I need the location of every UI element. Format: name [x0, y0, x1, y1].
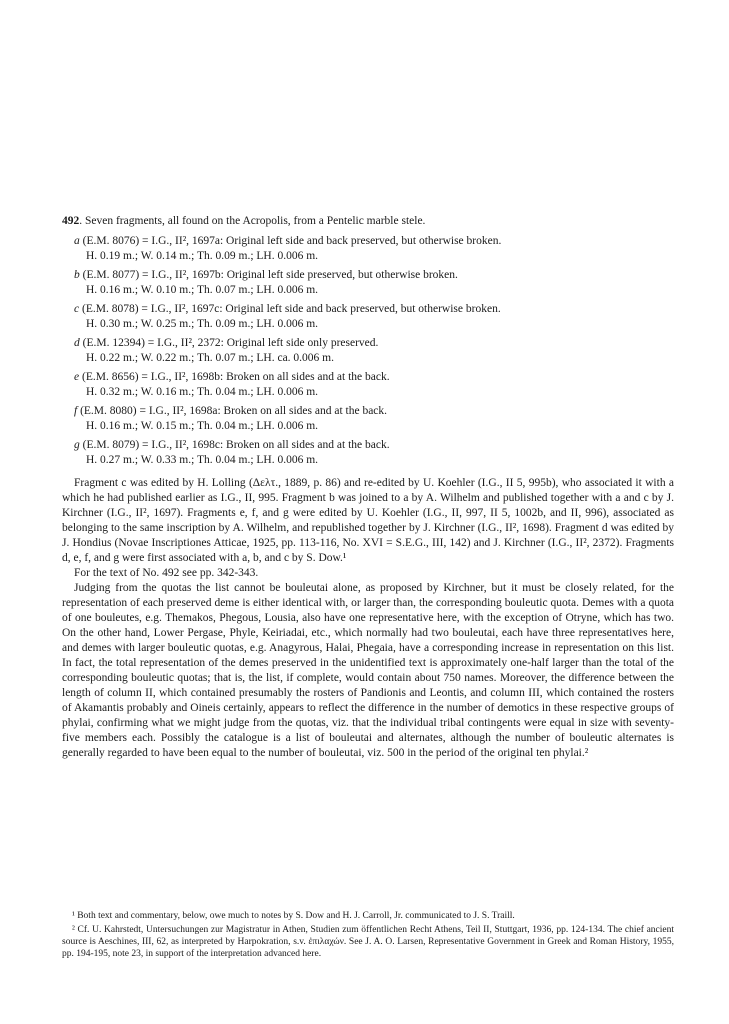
body-paragraph: Judging from the quotas the list cannot be bouleutai alone, as proposed by Kirchner, but it must be closely related, for the representation of each preserved deme is either identical with, or larger than, the corresponding bouleutic quota. Demes with a quota of one bouleutes, e.g. Themakos, Phegous, Lousia, also have one representative here, with the exception of Otryne, which has two. On the other hand, Lower Pergase, Phyle, Keiriadai, etc., which normally had two bouleutai, each have three representatives here, and demes with larger bouleutic quotas, e.g. Anagyrous, Halai, Phegaia, have a corresponding increase in representation on this list. In fact, the total representation of the demes preserved in the unidentified text is approximately one-half larger than the total of the corresponding bouleutic quotas; that is, the list, if complete, would contain about 750 names. Moreover, the difference between the length of column II, which contained presumably the rosters of Pandionis and Leontis, and column III, which contained the rosters of Akamantis probably and Oineis certainly, appears to reflect the difference in the number of demotics in these respective groups of phylai, confirming what we might judge from the quotas, viz. that the individual tribal contingents were equal in size with seventy-five members each. Possibly the catalogue is a list of bouleutai and alternates, although the number of bouleutic alternates is generally regarded to have been equal to the number of bouleutai, viz. 500 in the period of the original ten phylai.² — [62, 582, 674, 759]
fragment-dimensions: H. 0.32 m.; W. 0.16 m.; Th. 0.04 m.; LH. 0.006 m. — [86, 386, 319, 398]
fragment-dimensions: H. 0.27 m.; W. 0.33 m.; Th. 0.04 m.; LH. 0.006 m. — [86, 454, 319, 466]
fragment-entry — [62, 438, 674, 468]
fragment-description: (E.M. 12394) = I.G., II², 2372: Original left side only preserved. — [79, 337, 379, 349]
fragment-dimensions: H. 0.16 m.; W. 0.10 m.; Th. 0.07 m.; LH. 0.006 m. — [86, 284, 319, 296]
fragment-entry — [62, 370, 674, 400]
fragment-entry — [62, 234, 674, 264]
body-paragraph: Fragment c was edited by H. Lolling (Δελτ., 1889, p. 86) and re-edited by U. Koehler (I.G., II 5, 995b), who associated it with a which he had published earlier as I.G., II, 995. Fragment b was joined to a by A. Wilhelm and published together with a and c by J. Kirchner (I.G., II², 1697). Fragments e, f, and g were edited by U. Koehler (I.G., II, 997, II 5, 1002b, and II, 996), associated as belonging to the same inscription by A. Wilhelm, and republished together by J. Kirchner (I.G., II², 1698). Fragment d was edited by J. Hondius (Novae Inscriptiones Atticae, 1925, pp. 113-116, No. XVI = S.E.G., III, 142) and J. Kirchner (I.G., II², 2372). Fragments d, e, f, and g were first associated with a, b, and c by S. Dow.¹ — [62, 477, 674, 564]
fragment-dimensions: H. 0.22 m.; W. 0.22 m.; Th. 0.07 m.; LH. ca. 0.006 m. — [86, 352, 334, 364]
fragment-entry — [62, 302, 674, 332]
fragment-entry — [62, 404, 674, 434]
entry-heading — [62, 214, 674, 229]
fragment-description: (E.M. 8078) = I.G., II², 1697c: Original left side and back preserved, but otherwise broken. — [79, 303, 501, 315]
entry-number: 492 — [62, 215, 80, 227]
footnote: ² Cf. U. Kahrstedt, Untersuchungen zur Magistratur in Athen, Studien zum öffentlichen Recht Athens, Teil II, Stuttgart, 1936, pp. 124-134. The chief ancient source is Aeschines, III, 62, as interpreted by Harpokration, s.v. ἐπιλαχών. See J. A. O. Larsen, Representative Government in Greek and Roman History, 1955, pp. 194-195, note 23, in support of the interpretation advanced here. — [62, 925, 674, 959]
page-body — [62, 214, 674, 761]
fragment-letter: c — [74, 303, 80, 315]
footnote: ¹ Both text and commentary, below, owe much to notes by S. Dow and H. J. Carroll, Jr. communicated to J. S. Traill. — [72, 911, 515, 921]
fragment-description: (E.M. 8079) = I.G., II², 1698c: Broken on all sides and at the back. — [79, 439, 390, 451]
fragment-letter: b — [74, 269, 80, 281]
footnotes — [62, 910, 674, 962]
entry-heading-text: . Seven fragments, all found on the Acropolis, from a Pentelic marble stele. — [79, 215, 426, 227]
fragment-dimensions: H. 0.16 m.; W. 0.15 m.; Th. 0.04 m.; LH. 0.006 m. — [86, 420, 319, 432]
fragment-letter: g — [74, 439, 80, 451]
fragment-description: (E.M. 8076) = I.G., II², 1697a: Original left side and back preserved, but otherwise broken. — [79, 235, 502, 247]
fragment-description: (E.M. 8077) = I.G., II², 1697b: Original left side preserved, but otherwise broken. — [79, 269, 458, 281]
fragment-entry — [62, 336, 674, 366]
fragment-dimensions: H. 0.30 m.; W. 0.25 m.; Th. 0.09 m.; LH. 0.006 m. — [86, 318, 319, 330]
body-paragraph: For the text of No. 492 see pp. 342-343. — [74, 567, 259, 579]
fragment-letter: e — [74, 371, 80, 383]
fragment-description: (E.M. 8656) = I.G., II², 1698b: Broken on all sides and at the back. — [79, 371, 390, 383]
fragment-letter: d — [74, 337, 80, 349]
fragment-letter: f — [74, 405, 78, 417]
fragment-entry — [62, 268, 674, 298]
fragment-dimensions: H. 0.19 m.; W. 0.14 m.; Th. 0.09 m.; LH. 0.006 m. — [86, 250, 319, 262]
fragment-description: (E.M. 8080) = I.G., II², 1698a: Broken on all sides and at the back. — [77, 405, 388, 417]
fragment-letter: a — [74, 235, 80, 247]
